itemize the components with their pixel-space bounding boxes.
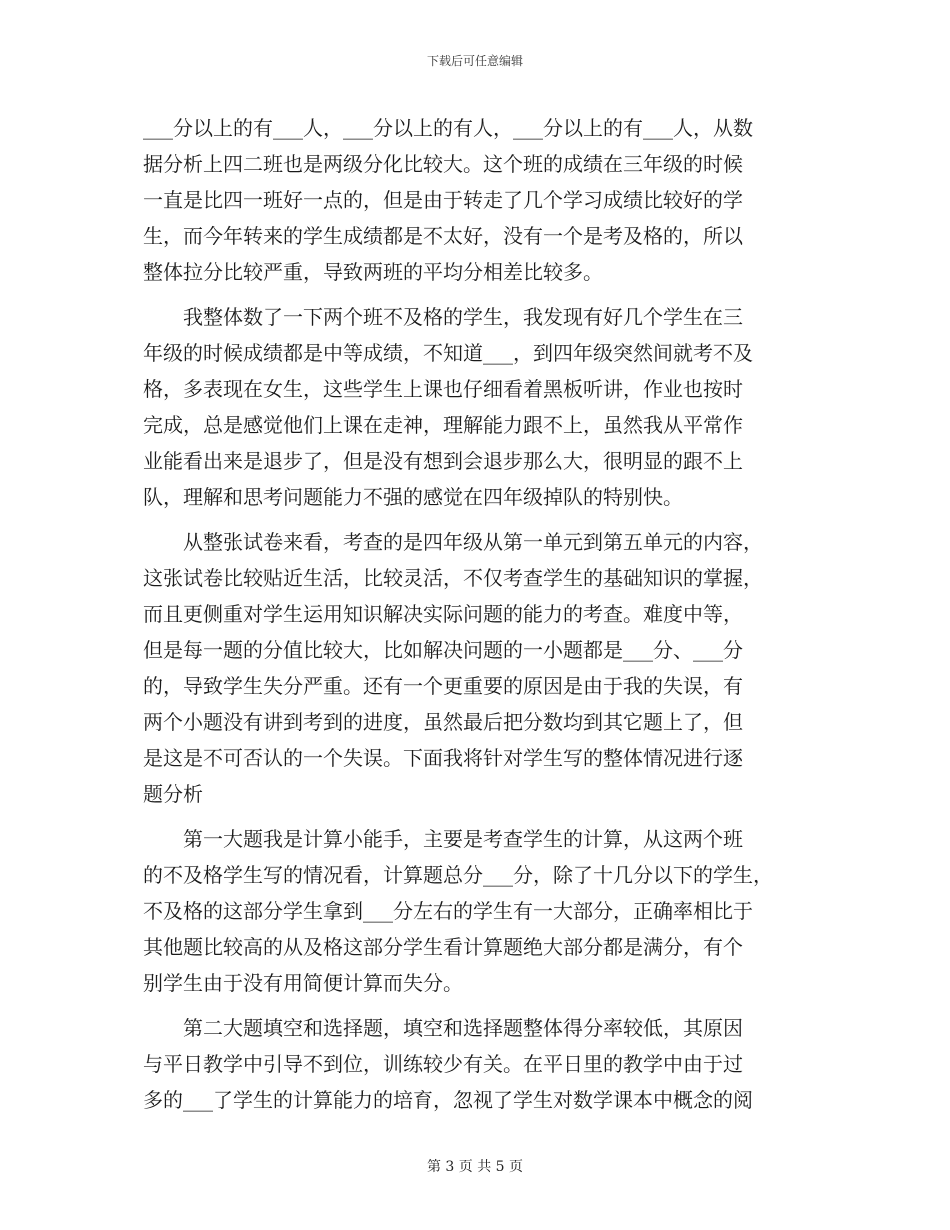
text-line: 是这是不可否认的一个失误。下面我将针对学生写的整体情况进行逐 (143, 746, 743, 770)
text-line: 整体拉分比较严重，导致两班的平均分相差比较多。 (143, 260, 603, 284)
text-line: 完成，总是感觉他们上课在走神，理解能力跟不上，虽然我从平常作 (143, 413, 743, 437)
text-line: 生，而今年转来的学生成绩都是不太好，没有一个是考及格的，所以 (143, 224, 743, 248)
paragraph-5 (143, 1010, 808, 1118)
text-line: 的不及格学生写的情况看，计算题总分___分，除了十几分以下的学生， (143, 863, 773, 887)
paragraph-1 (143, 110, 808, 290)
text-line: 但是每一题的分值比较大，比如解决问题的一小题都是___分、___分 (143, 638, 743, 662)
text-line: ___分以上的有___人，___分以上的有人，___分以上的有___人，从数 (143, 116, 753, 140)
text-line: 这张试卷比较贴近生活，比较灵活，不仅考查学生的基础知识的掌握， (143, 566, 763, 590)
document-body (143, 110, 808, 1118)
page-number: 第 3 页 共 5 页 (426, 1159, 524, 1175)
text-line: 从整张试卷来看，考查的是四年级从第一单元到第五单元的内容， (183, 530, 763, 554)
paragraph-3 (143, 524, 808, 812)
text-line: 与平日教学中引导不到位，训练较少有关。在平日里的教学中由于过 (143, 1052, 743, 1076)
text-line: 年级的时候成绩都是中等成绩，不知道___，到四年级突然间就考不及 (143, 341, 753, 365)
text-line: 两个小题没有讲到考到的进度，虽然最后把分数均到其它题上了，但 (143, 710, 743, 734)
paragraph-2 (143, 299, 808, 515)
text-line: 第二大题填空和选择题，填空和选择题整体得分率较低，其原因 (183, 1016, 743, 1040)
text-line: 我整体数了一下两个班不及格的学生，我发现有好几个学生在三 (183, 305, 743, 329)
text-line: 据分析上四二班也是两级分化比较大。这个班的成绩在三年级的时候 (143, 152, 743, 176)
text-line: 业能看出来是退步了，但是没有想到会退步那么大，很明显的跟不上 (143, 449, 743, 473)
text-line: 格，多表现在女生，这些学生上课也仔细看着黑板听讲，作业也按时 (143, 377, 743, 401)
paragraph-4 (143, 821, 808, 1001)
text-line: 一直是比四一班好一点的，但是由于转走了几个学习成绩比较好的学 (143, 188, 743, 212)
text-line: 第一大题我是计算小能手，主要是考查学生的计算，从这两个班 (183, 827, 743, 851)
text-line: 队，理解和思考问题能力不强的感觉在四年级掉队的特别快。 (143, 485, 683, 509)
text-line: 多的___了学生的计算能力的培育，忽视了学生对数学课本中概念的阅 (143, 1088, 753, 1112)
text-line: 的，导致学生失分严重。还有一个更重要的原因是由于我的失误，有 (143, 674, 743, 698)
text-line: 不及格的这部分学生拿到___分左右的学生有一大部分，正确率相比于 (143, 899, 753, 923)
text-line: 而且更侧重对学生运用知识解决实际问题的能力的考查。难度中等， (143, 602, 743, 626)
page-header: 下载后可任意编辑 (426, 54, 523, 68)
text-line: 题分析 (143, 782, 203, 806)
text-line: 其他题比较高的从及格这部分学生看计算题绝大部分都是满分，有个 (143, 935, 743, 959)
text-line: 别学生由于没有用简便计算而失分。 (143, 971, 463, 995)
